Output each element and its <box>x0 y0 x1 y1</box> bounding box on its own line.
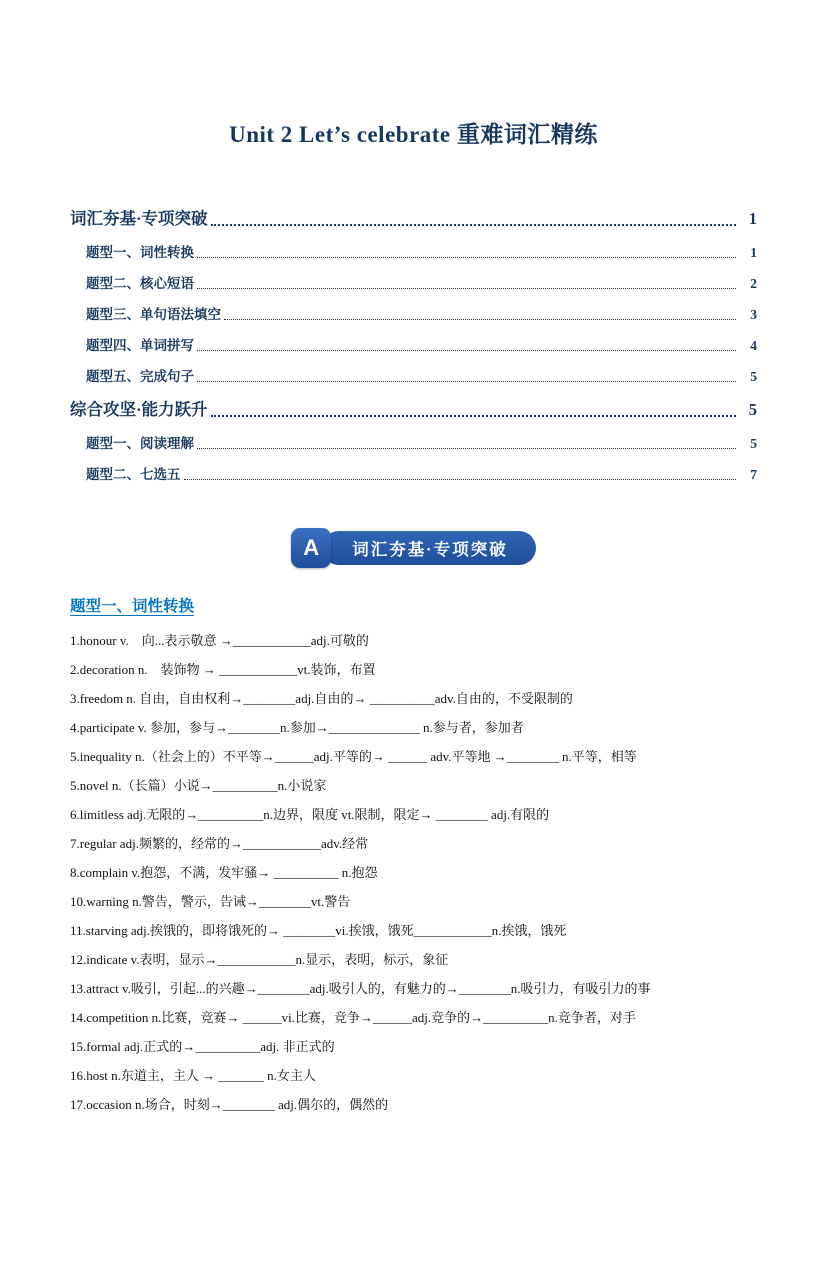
toc-page-number: 2 <box>750 275 757 291</box>
exercise-line: 8.complain v.抱怨，不满，发牢骚→ __________ n.抱怨 <box>70 865 378 880</box>
exercise-line: 16.host n.东道主，主人 → _______ n.女主人 <box>70 1068 316 1083</box>
toc-entry-label[interactable]: 综合攻坚·能力跃升 <box>70 400 208 419</box>
banner-badge-a: A <box>291 528 331 568</box>
toc-entry[interactable] <box>70 328 757 359</box>
toc-dot-leader <box>224 306 736 320</box>
exercise-line: 17.occasion n.场合，时刻→________ adj.偶尔的，偶然的 <box>70 1097 389 1112</box>
exercise-line: 7.regular adj.频繁的，经常的→____________adv.经常 <box>70 836 369 851</box>
toc-dot-leader <box>211 401 736 418</box>
toc-page-number: 4 <box>750 337 757 353</box>
toc-entry[interactable] <box>70 266 757 297</box>
exercise-line: 14.competition n.比赛，竞赛→ ______vi.比赛，竞争→______adj.竞争的→__________n.竞争者，对手 <box>70 1010 636 1025</box>
exercise-line: 5.novel n.（长篇）小说→__________n.小说家 <box>70 778 327 793</box>
banner-pill-label: 词汇夯基·专项突破 <box>322 531 536 565</box>
toc-entry[interactable] <box>70 390 757 426</box>
toc-page-number: 1 <box>750 244 757 260</box>
toc-entry-label[interactable]: 题型二、七选五 <box>86 466 181 482</box>
toc-dot-leader <box>197 244 736 258</box>
exercise-line: 10.warning n.警告，警示，告诫→________vt.警告 <box>70 894 351 909</box>
exercise-line: 11.starving adj.挨饿的，即将饿死的→ ________vi.挨饿，饿死____________n.挨饿，饿死 <box>70 923 567 938</box>
exercise-line: 3.freedom n. 自由，自由权利→________adj.自由的→ __________adv.自由的，不受限制的 <box>70 691 573 706</box>
toc <box>70 199 757 488</box>
toc-entry-label[interactable]: 题型一、词性转换 <box>86 244 194 260</box>
section-banner <box>70 528 757 568</box>
toc-page-number: 1 <box>748 209 757 228</box>
page-title: Unit 2 Let’s celebrate 重难词汇精练 <box>229 122 598 147</box>
toc-entry[interactable] <box>70 457 757 488</box>
toc-page-number: 5 <box>750 435 757 451</box>
toc-entry-label[interactable]: 题型三、单句语法填空 <box>86 306 221 322</box>
exercise-list <box>70 626 757 1119</box>
toc-dot-leader <box>211 210 736 227</box>
toc-dot-leader <box>197 337 736 351</box>
toc-entry-label[interactable]: 题型一、阅读理解 <box>86 435 194 451</box>
section-heading: 题型一、词性转换 <box>70 598 195 615</box>
exercise-line: 13.attract v.吸引，引起...的兴趣→________adj.吸引人的，有魅力的→________n.吸引力，有吸引力的事 <box>70 981 651 996</box>
toc-entry-label[interactable]: 题型四、单词拼写 <box>86 337 194 353</box>
toc-page-number: 5 <box>750 368 757 384</box>
exercise-line: 2.decoration n. 装饰物 → ____________vt.装饰，布置 <box>70 662 376 677</box>
toc-entry[interactable] <box>70 359 757 390</box>
toc-entry[interactable] <box>70 426 757 457</box>
toc-dot-leader <box>197 435 736 449</box>
toc-dot-leader <box>184 466 737 480</box>
toc-page-number: 7 <box>750 466 757 482</box>
toc-entry-label[interactable]: 词汇夯基·专项突破 <box>70 209 208 228</box>
exercise-line: 15.formal adj.正式的→__________adj. 非正式的 <box>70 1039 335 1054</box>
toc-entry[interactable] <box>70 297 757 328</box>
exercise-line: 6.limitless adj.无限的→__________n.边界，限度 vt.限制，限定→ ________ adj.有限的 <box>70 807 550 822</box>
toc-entry[interactable] <box>70 199 757 235</box>
document-page <box>0 116 827 1285</box>
toc-entry-label[interactable]: 题型二、核心短语 <box>86 275 194 291</box>
exercise-line: 5.inequality n.（社会上的）不平等→______adj.平等的→ ______ adv.平等地 →________ n.平等，相等 <box>70 749 637 764</box>
toc-dot-leader <box>197 275 736 289</box>
toc-page-number: 5 <box>748 400 757 419</box>
toc-dot-leader <box>197 368 736 382</box>
exercise-line: 4.participate v. 参加，参与→________n.参加→______________ n.参与者，参加者 <box>70 720 524 735</box>
toc-page-number: 3 <box>750 306 757 322</box>
toc-entry-label[interactable]: 题型五、完成句子 <box>86 368 194 384</box>
exercise-line: 1.honour v. 向...表示敬意 →____________adj.可敬的 <box>70 633 369 648</box>
exercise-line: 12.indicate v.表明，显示→____________n.显示，表明，标示，象征 <box>70 952 449 967</box>
toc-entry[interactable] <box>70 235 757 266</box>
